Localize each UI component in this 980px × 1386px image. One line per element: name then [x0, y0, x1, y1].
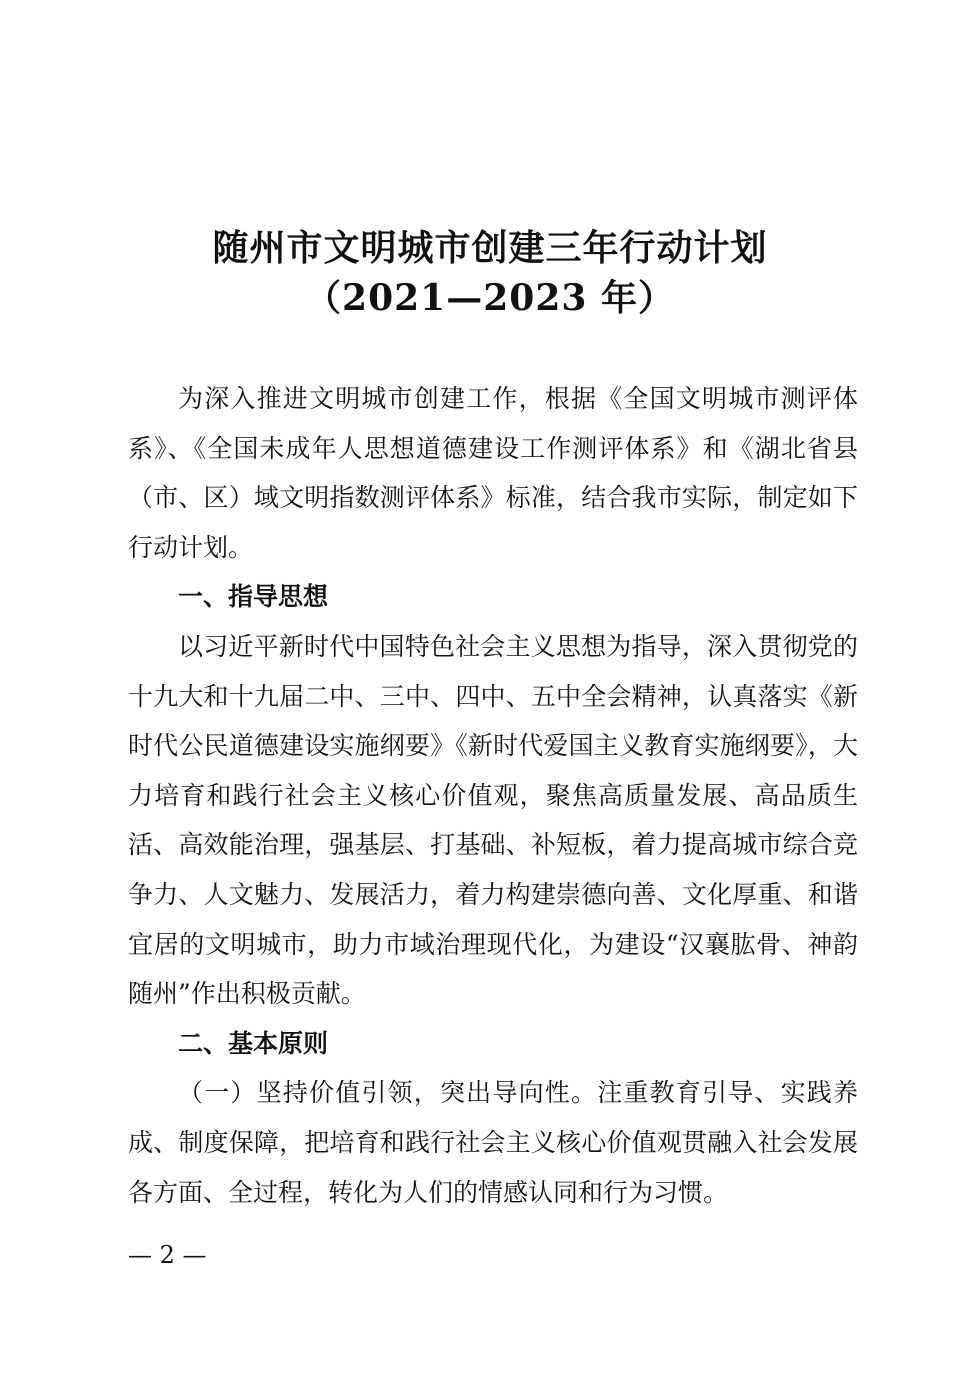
principle-item-text: 注重教育引导、实践养成、制度保障，把培育和践行社会主义核心价值观贯融入社会发展各方面、全过程，转化为人们的情感认同和行为习惯。: [128, 1078, 858, 1207]
section-heading-guiding-ideology: 一、指导思想: [178, 582, 329, 612]
intro-paragraph: 为深入推进文明城市创建工作，根据《全国文明城市测评体系》、《全国未成年人思想道德建设工作测评体系》和《湖北省县（市、区）域文明指数测评体系》标准，结合我市实际，制定如下行动计划。: [128, 384, 858, 562]
document-subtitle: （2021—2023 年）: [305, 277, 675, 319]
principle-item-heading: （一）坚持价值引领，突出导向性。: [178, 1078, 598, 1108]
document-body: [128, 374, 858, 1217]
document-title: 随州市文明城市创建三年行动计划: [212, 227, 768, 269]
principle-item-paragraph: [128, 1068, 858, 1217]
guiding-ideology-paragraph: 以习近平新时代中国特色社会主义思想为指导，深入贯彻党的十九大和十九届二中、三中、四中、五中全会精神，认真落实《新时代公民道德建设实施纲要》《新时代爱国主义教育实施纲要》，大力培育和践行社会主义核心价值观，聚焦高质量发展、高品质生活、高效能治理，强基层、打基础、补短板，着力提高城市综合竞争力、人文魅力、发展活力，着力构建崇德向善、文化厚重、和谐宜居的文明城市，助力市域治理现代化，为建设“汉襄肱骨、神韵随州”作出积极贡献。: [128, 631, 858, 1009]
page-number: — 2 —: [128, 1241, 207, 1269]
section-heading-basic-principles: 二、基本原则: [178, 1028, 329, 1058]
